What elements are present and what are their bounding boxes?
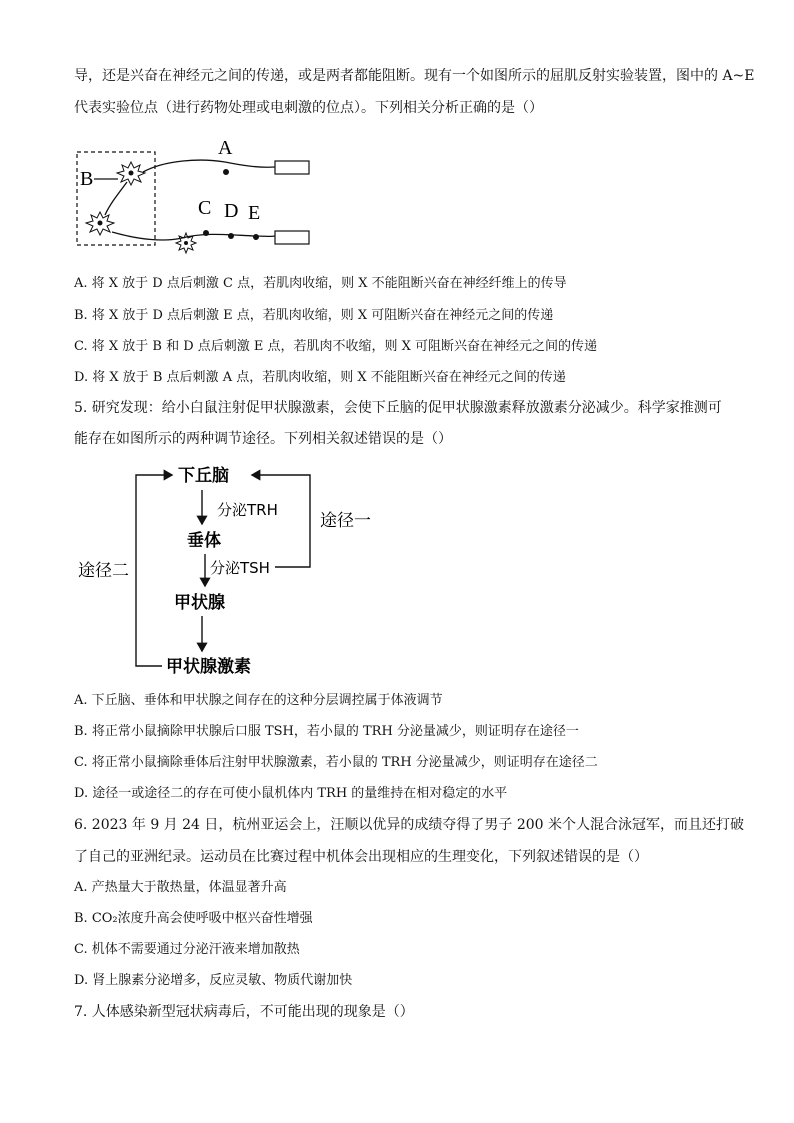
q4-option-b: B. 将 X 放于 D 点后刺激 E 点，若肌肉收缩，则 X 可阻断兴奋在神经元之间的传递 [74, 308, 554, 323]
label-pathway-two: 途径二 [78, 561, 129, 581]
q6-option-c: C. 机体不需要通过分泌汗液来增加散热 [74, 942, 300, 957]
label-B: B [80, 168, 94, 190]
q5-option-b: B. 将正常小鼠摘除甲状腺后口服 TSH，若小鼠的 TRH 分泌量减少，则证明存在途径一 [74, 724, 579, 739]
label-A: A [218, 137, 233, 159]
pathway-one-line [252, 475, 310, 567]
q4-stem-line2: 代表实验位点（进行药物处理或电刺激的位点）。下列相关分析正确的是（） [74, 100, 543, 116]
label-secrete-tsh: 分泌TSH [210, 559, 270, 577]
upper-neuron-body [117, 162, 145, 185]
q6-option-a: A. 产热量大于散热量，体温显著升高 [74, 880, 287, 895]
interneuron-fiber [105, 182, 127, 215]
q4-option-c: C. 将 X 放于 B 和 D 点后刺激 E 点，若肌肉不收缩，则 X 可阻断兴奋在神经元之间的传递 [74, 339, 598, 354]
q4-stem-line1: 导，还是兴奋在神经元之间的传递，或是两者都能阻断。现有一个如图所示的屈肌反射实验装置，图中的 A~E [74, 68, 755, 84]
point-D-dot [228, 233, 234, 239]
q5-option-a: A. 下丘脑、垂体和甲状腺之间存在的这种分层调控属于体液调节 [74, 693, 443, 708]
node-hypothalamus: 下丘脑 [178, 466, 229, 486]
label-E: E [248, 202, 261, 224]
spinal-cord-dashed-box [77, 152, 155, 245]
q7-stem-line1: 7. 人体感染新型冠状病毒后，不可能出现的现象是（） [74, 1004, 414, 1020]
label-C: C [198, 197, 212, 219]
node-thyroid-hormone: 甲状腺激素 [166, 657, 251, 677]
q4-option-a: A. 将 X 放于 D 点后刺激 C 点，若肌肉收缩，则 X 不能阻断兴奋在神经纤维上的传导 [74, 276, 567, 291]
label-pathway-one: 途径一 [320, 511, 371, 531]
q5-option-d: D. 途径一或途径二的存在可使小鼠机体内 TRH 的量维持在相对稳定的水平 [74, 786, 508, 801]
q6-option-b: B. CO₂浓度升高会使呼吸中枢兴奋性增强 [74, 911, 313, 926]
pathway-two-line [136, 475, 172, 666]
q6-stem-line2: 了自己的亚洲纪录。运动员在比赛过程中机体会出现相应的生理变化，下列叙述错误的是（） [74, 849, 648, 865]
label-secrete-trh: 分泌TRH [217, 501, 278, 519]
point-C-dot [203, 230, 209, 236]
reflex-arc-figure [70, 132, 320, 257]
upper-receptor [275, 161, 309, 174]
point-E-dot [253, 234, 259, 240]
lower-nerve-fiber [112, 232, 275, 240]
hormone-pathway-diagram [70, 458, 400, 686]
node-pituitary: 垂体 [187, 531, 221, 551]
q5-stem-line1: 5. 研究发现：给小白鼠注射促甲状腺激素，会使下丘脑的促甲状腺激素释放激素分泌减少。科学家推测可 [74, 400, 722, 416]
q5-option-c: C. 将正常小鼠摘除垂体后注射甲状腺激素，若小鼠的 TRH 分泌量减少，则证明存在途径二 [74, 755, 598, 770]
q6-stem-line1: 6. 2023 年 9 月 24 日，杭州亚运会上，汪顺以优异的成绩夺得了男子 200 米个人混合泳冠军，而且还打破 [74, 817, 745, 833]
lower-effector [275, 231, 309, 244]
q5-stem-line2: 能存在如图所示的两种调节途径。下列相关叙述错误的是（） [74, 431, 452, 447]
q6-option-d: D. 肾上腺素分泌增多，反应灵敏、物质代谢加快 [74, 973, 353, 988]
lower-neuron-body [86, 212, 114, 235]
node-thyroid: 甲状腺 [174, 593, 225, 613]
upper-nerve-fiber [143, 160, 275, 172]
q4-option-d: D. 将 X 放于 B 点后刺激 A 点，若肌肉收缩，则 X 不能阻断兴奋在神经元之间的传递 [74, 370, 566, 385]
point-A-dot [223, 169, 229, 175]
label-D: D [224, 200, 239, 222]
